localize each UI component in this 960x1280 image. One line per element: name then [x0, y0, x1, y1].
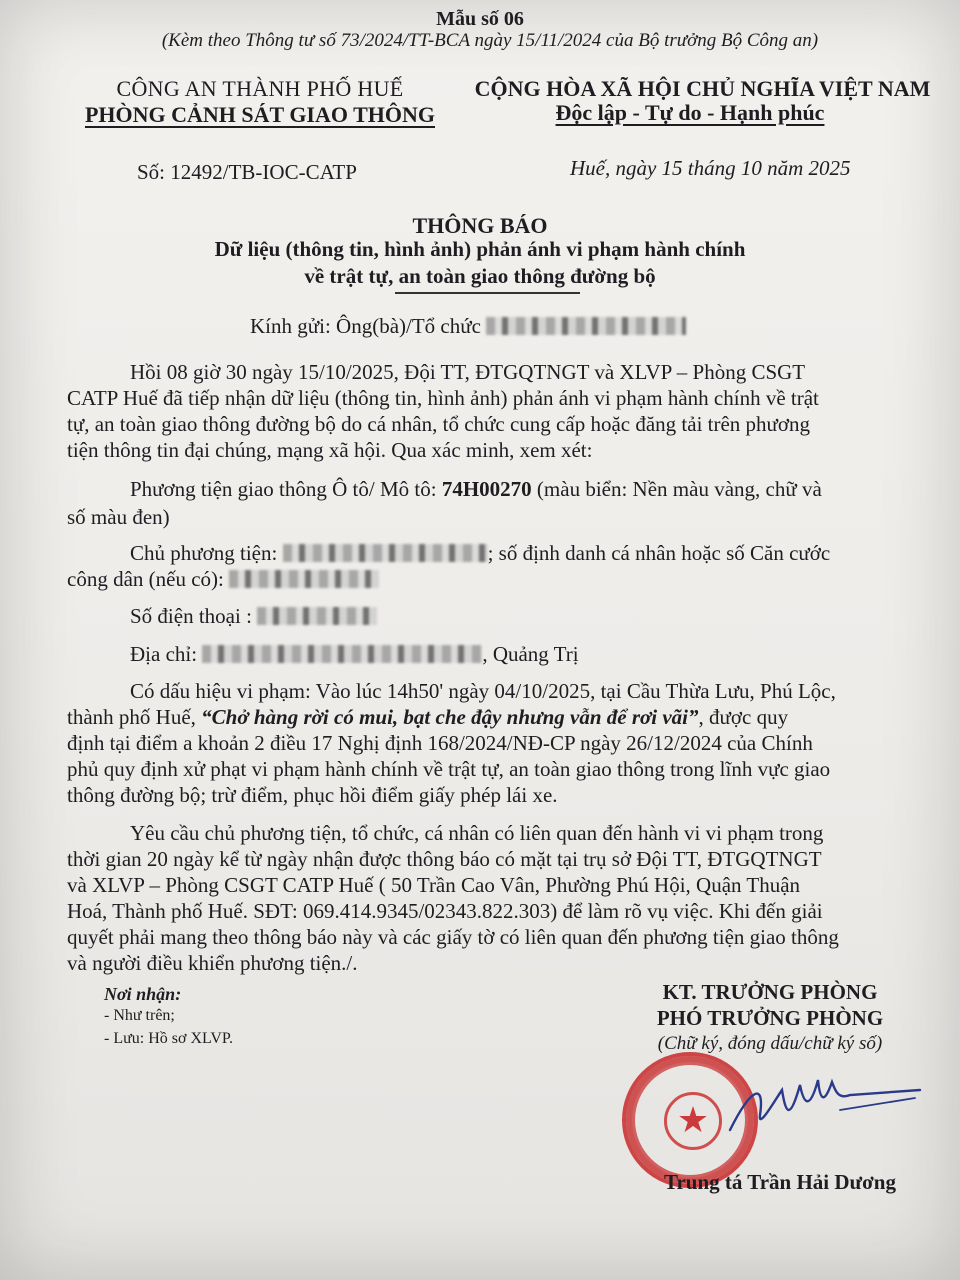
redacted-id — [229, 570, 379, 588]
place-date: Huế, ngày 15 tháng 10 năm 2025 — [570, 156, 851, 180]
request-line5: quyết phải mang theo thông báo này và các giấy tờ có liên quan đến phương tiện giao thông — [67, 925, 839, 949]
redacted-address — [202, 645, 482, 663]
vehicle-line — [130, 476, 822, 502]
recipient-item-2: - Lưu: Hồ sơ XLVP. — [104, 1030, 233, 1047]
body-p1-line1: Hồi 08 giờ 30 ngày 15/10/2025, Đội TT, ĐTGQTNGT và XLVP – Phòng CSGT — [130, 360, 806, 384]
signature-title-2: PHÓ TRƯỞNG PHÒNG — [656, 1006, 884, 1030]
id-line — [67, 566, 379, 592]
phone-label: Số điện thoại : — [130, 604, 258, 628]
plate-color: (màu biển: Nền màu vàng, chữ và — [531, 477, 822, 501]
violation-line2 — [67, 704, 788, 730]
recipient-line — [250, 313, 686, 339]
violation-line4: phủ quy định xử phạt vi phạm hành chính về trật tự, an toàn giao thông trong lĩnh vực giao — [67, 757, 831, 781]
license-plate: 74H00270 — [441, 477, 532, 501]
recipients-title: Nơi nhận: — [104, 984, 182, 1004]
violation-line1: Có dấu hiệu vi phạm: Vào lúc 14h50' ngày 04/10/2025, tại Cầu Thừa Lưu, Phú Lộc, — [130, 679, 836, 703]
request-line6: và người điều khiển phương tiện./. — [67, 951, 358, 975]
body-p1-line3: tự, an toàn giao thông đường bộ do cá nhân, tổ chức cung cấp hoặc đăng tải trên phương — [67, 412, 811, 436]
violation-connector: , được quy — [698, 705, 789, 729]
redacted-recipient — [486, 317, 686, 335]
request-line1: Yêu cầu chủ phương tiện, tổ chức, cá nhân có liên quan đến hành vi vi phạm trong — [130, 821, 824, 845]
signature-note: (Chữ ký, đóng dấu/chữ ký số) — [657, 1033, 883, 1054]
owner-suffix: ; số định danh cá nhân hoặc số Căn cước — [487, 541, 831, 565]
redacted-owner — [283, 544, 488, 562]
address-label: Địa chỉ: — [130, 642, 203, 666]
recipient-label: Kính gửi: Ông(bà)/Tổ chức — [250, 314, 481, 338]
signature-title-1: KT. TRƯỞNG PHÒNG — [662, 980, 878, 1004]
id-label: công dân (nếu có): — [67, 567, 230, 591]
notice-title: THÔNG BÁO — [412, 213, 548, 238]
request-line4: Hoá, Thành phố Huế. SĐT: 069.414.9345/02343.822.303) để làm rõ vụ việc. Khi đến giải — [67, 899, 823, 923]
request-line2: thời gian 20 ngày kể từ ngày nhận được thông báo có mặt tại trụ sở Đội TT, ĐTGQTNGT — [67, 847, 822, 871]
address-province: , Quảng Trị — [482, 642, 579, 666]
violation-place: thành phố Huế, — [67, 705, 202, 729]
address-line — [130, 641, 579, 667]
agency-name: CÔNG AN THÀNH PHỐ HUẾ — [116, 76, 404, 101]
nation-name: CỘNG HÒA XÃ HỘI CHỦ NGHĨA VIỆT NAM — [474, 76, 931, 101]
violation-description: “Chở hàng rời có mui, bạt che đậy nhưng vẫn để rơi vãi” — [201, 705, 699, 729]
body-p1-line2: CATP Huế đã tiếp nhận dữ liệu (thông tin, hình ảnh) phản ánh vi phạm hành chính về trật — [67, 386, 819, 410]
owner-line — [130, 540, 830, 566]
recipient-item-1: - Như trên; — [104, 1007, 175, 1024]
violation-line3: định tại điểm a khoản 2 điều 17 Nghị định 168/2024/NĐ-CP ngày 26/12/2024 của Chính — [67, 731, 813, 755]
redacted-phone — [257, 607, 377, 625]
request-line3: và XLVP – Phòng CSGT CATP Huế ( 50 Trần Cao Vân, Phường Phú Hội, Quận Thuận — [67, 873, 801, 897]
notice-subtitle-1: Dữ liệu (thông tin, hình ảnh) phản ánh vi phạm hành chính — [214, 237, 746, 261]
notice-subtitle-2: về trật tự, an toàn giao thông đường bộ — [304, 264, 656, 288]
legal-reference: (Kèm theo Thông tư số 73/2024/TT-BCA ngày 15/11/2024 của Bộ trưởng Bộ Công an) — [161, 30, 819, 51]
document-number: Số: 12492/TB-IOC-CATP — [137, 160, 357, 184]
national-motto: Độc lập - Tự do - Hạnh phúc — [555, 100, 825, 125]
signer-name: Trung tá Trần Hải Dương — [664, 1170, 896, 1194]
department-name: PHÒNG CẢNH SÁT GIAO THÔNG — [84, 102, 435, 127]
star-emblem-icon: ★ — [664, 1092, 722, 1150]
vehicle-label: Phương tiện giao thông Ô tô/ Mô tô: — [130, 477, 442, 501]
body-p1-line4: tiện thông tin đại chúng, mạng xã hội. Qua xác minh, xem xét: — [67, 438, 593, 462]
title-underline — [395, 292, 580, 294]
vehicle-line-2: số màu đen) — [67, 505, 170, 529]
violation-line5: thông đường bộ; trừ điểm, phục hồi điểm giấy phép lái xe. — [67, 783, 558, 807]
phone-line — [130, 603, 377, 629]
form-number: Mẫu số 06 — [436, 8, 524, 30]
owner-label: Chủ phương tiện: — [130, 541, 283, 565]
signature-icon — [720, 1060, 930, 1150]
